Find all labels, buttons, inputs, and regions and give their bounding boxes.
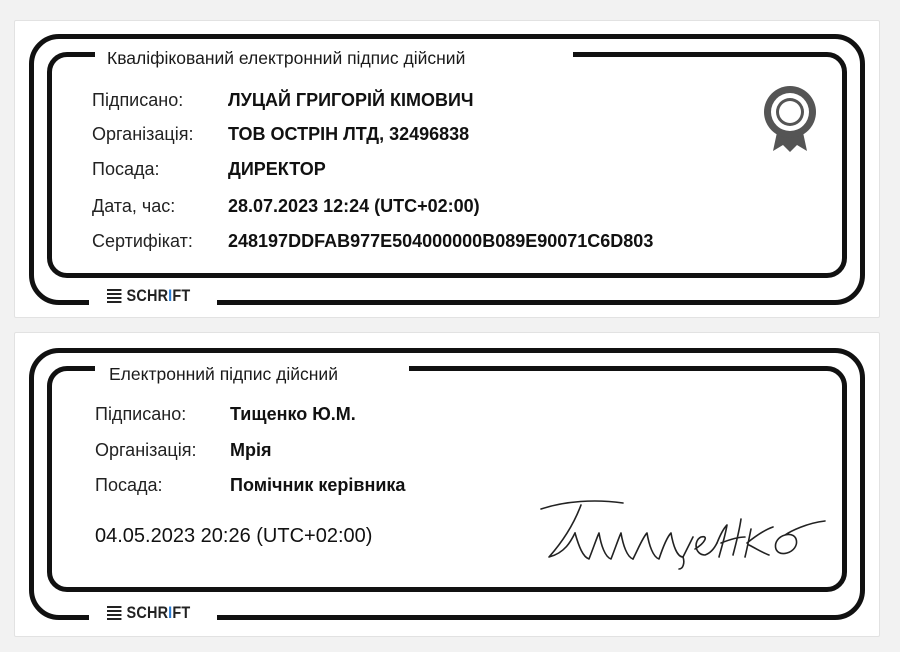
signature-stamp-2 [14, 332, 880, 637]
certificate-value: 248197DDFAB977E504000000B089E90071C6D803 [228, 231, 654, 251]
position-value: Помічник керівника [230, 475, 406, 495]
signed-by-value: Тищенко Ю.М. [230, 404, 356, 424]
logo-text-accent: I [168, 286, 173, 305]
organization-label: Організація: [95, 440, 197, 460]
rosette-badge-icon [761, 85, 819, 155]
logo-text-pre: SCHR [126, 286, 169, 305]
stamp-title: Кваліфікований електронний підпис дійсний [107, 48, 466, 68]
organization-label: Організація: [92, 124, 194, 144]
organization-value: Мрія [230, 440, 272, 460]
handwritten-signature [535, 491, 835, 571]
position-value: ДИРЕКТОР [228, 159, 326, 179]
organization-value: ТОВ ОСТРІН ЛТД, 32496838 [228, 124, 470, 144]
signed-by-label: Підписано: [92, 90, 184, 110]
signed-by-label: Підписано: [95, 404, 187, 424]
menu-lines-icon [107, 606, 121, 620]
datetime-value: 28.07.2023 12:24 (UTC+02:00) [228, 196, 480, 216]
position-label: Посада: [92, 159, 160, 179]
schrift-logo [107, 603, 190, 623]
schrift-logo [107, 286, 190, 306]
datetime-label: Дата, час: [92, 196, 176, 216]
menu-lines-icon [107, 289, 121, 303]
logo-text-post: FT [172, 286, 191, 305]
logo-text-post: FT [172, 603, 191, 622]
stamp-title: Електронний підпис дійсний [109, 364, 338, 384]
logo-text-accent: I [168, 603, 173, 622]
signing-datetime: 04.05.2023 20:26 (UTC+02:00) [95, 525, 373, 547]
logo-text-pre: SCHR [126, 603, 169, 622]
signature-stamp-1 [14, 20, 880, 318]
position-label: Посада: [95, 475, 163, 495]
signed-by-value: ЛУЦАЙ ГРИГОРІЙ КІМОВИЧ [228, 90, 474, 110]
certificate-label: Сертифікат: [92, 231, 193, 251]
